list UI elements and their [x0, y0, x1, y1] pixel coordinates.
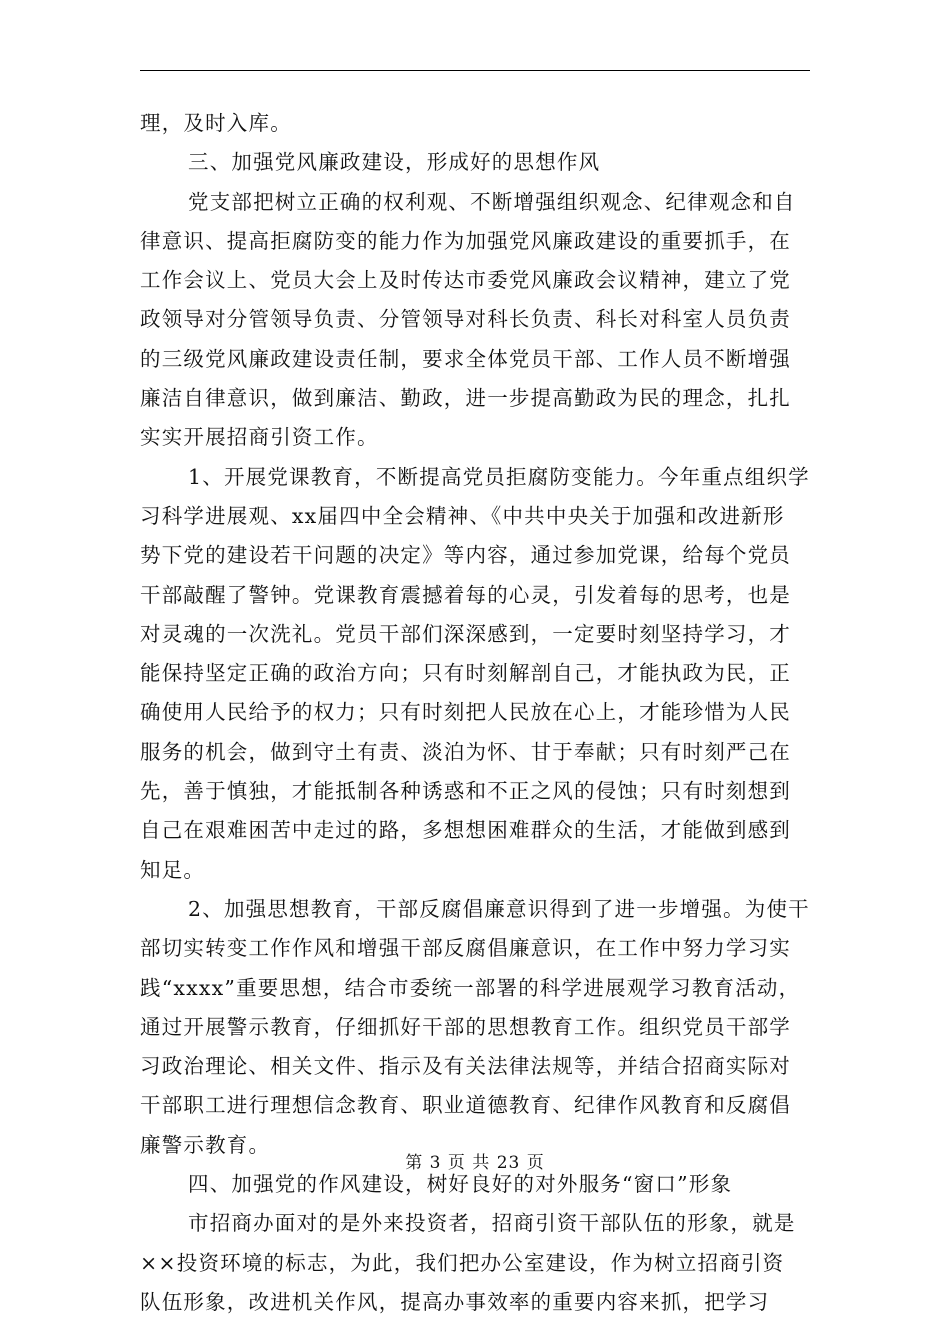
- text-line: 的三级党风廉政建设责任制，要求全体党员干部、工作人员不断增强: [140, 346, 791, 371]
- text-line: 三、加强党风廉政建设，形成好的思想作风: [188, 150, 601, 175]
- text-line: 2、加强思想教育，干部反腐倡廉意识得到了进一步增强。为使干: [188, 896, 810, 921]
- text-line: 干部职工进行理想信念教育、职业道德教育、纪律作风教育和反腐倡: [140, 1093, 791, 1118]
- text-line: 能保持坚定正确的政治方向；只有时刻解剖自己，才能执政为民，正: [140, 661, 791, 686]
- text-line: 先，善于慎独，才能抵制各种诱惑和不正之风的侵蚀；只有时刻想到: [140, 779, 791, 804]
- text-line: 部切实转变工作作风和增强干部反腐倡廉意识，在工作中努力学习实: [140, 936, 791, 961]
- text-line: 服务的机会，做到守土有责、淡泊为怀、甘于奉献；只有时刻严己在: [140, 739, 791, 764]
- text-line: 四、加强党的作风建设，树好良好的对外服务“窗口”形象: [188, 1172, 733, 1197]
- text-line: 1、开展党课教育，不断提高党员拒腐防变能力。今年重点组织学: [188, 464, 810, 489]
- text-line: 势下党的建设若干问题的决定》等内容，通过参加党课，给每个党员: [140, 543, 791, 568]
- text-line: 律意识、提高拒腐防变的能力作为加强党风廉政建设的重要抓手，在: [140, 228, 791, 253]
- page-footer: [0, 1148, 950, 1173]
- text-line: 自己在艰难困苦中走过的路，多想想困难群众的生活，才能做到感到: [140, 818, 791, 843]
- text-line: 践“xxxx”重要思想，结合市委统一部署的科学进展观学习教育活动，: [140, 975, 801, 1000]
- text-line: 队伍形象，改进机关作风，提高办事效率的重要内容来抓，把学习: [140, 1289, 770, 1314]
- text-line: 实实开展招商引资工作。: [140, 425, 379, 450]
- text-line: 政领导对分管领导负责、分管领导对科长负责、科长对科室人员负责: [140, 307, 791, 332]
- text-line: 廉洁自律意识，做到廉洁、勤政，进一步提高勤政为民的理念，扎扎: [140, 386, 791, 411]
- text-line: 廉警示教育。: [140, 1132, 271, 1157]
- text-line: 习科学进展观、xx届四中全会精神、《中共中央关于加强和改进新形: [140, 503, 785, 528]
- text-line: 对灵魂的一次洗礼。党员干部们深深感到，一定要时刻坚持学习，才: [140, 621, 791, 646]
- text-line: 市招商办面对的是外来投资者，招商引资干部队伍的形象，就是: [188, 1211, 796, 1236]
- page-number: 第 3 页 共 23 页: [405, 1153, 545, 1173]
- header-rule: [140, 70, 810, 71]
- document-body: [140, 104, 810, 1322]
- text-line: 通过开展警示教育，仔细抓好干部的思想教育工作。组织党员干部学: [140, 1014, 791, 1039]
- text-line: 党支部把树立正确的权利观、不断增强组织观念、纪律观念和自: [188, 189, 796, 214]
- text-line: 理，及时入库。: [140, 111, 292, 135]
- text-line: 确使用人民给予的权力；只有时刻把人民放在心上，才能珍惜为人民: [140, 700, 791, 725]
- text-line: 知足。: [140, 857, 206, 882]
- text-line: 工作会议上、党员大会上及时传达市委党风廉政会议精神，建立了党: [140, 268, 791, 293]
- text-line: 习政治理论、相关文件、指示及有关法律法规等，并结合招商实际对: [140, 1054, 791, 1079]
- text-line: 干部敲醒了警钟。党课教育震撼着每的心灵，引发着每的思考，也是: [140, 582, 791, 607]
- text-line: ××投资环境的标志，为此，我们把办公室建设，作为树立招商引资: [140, 1250, 785, 1275]
